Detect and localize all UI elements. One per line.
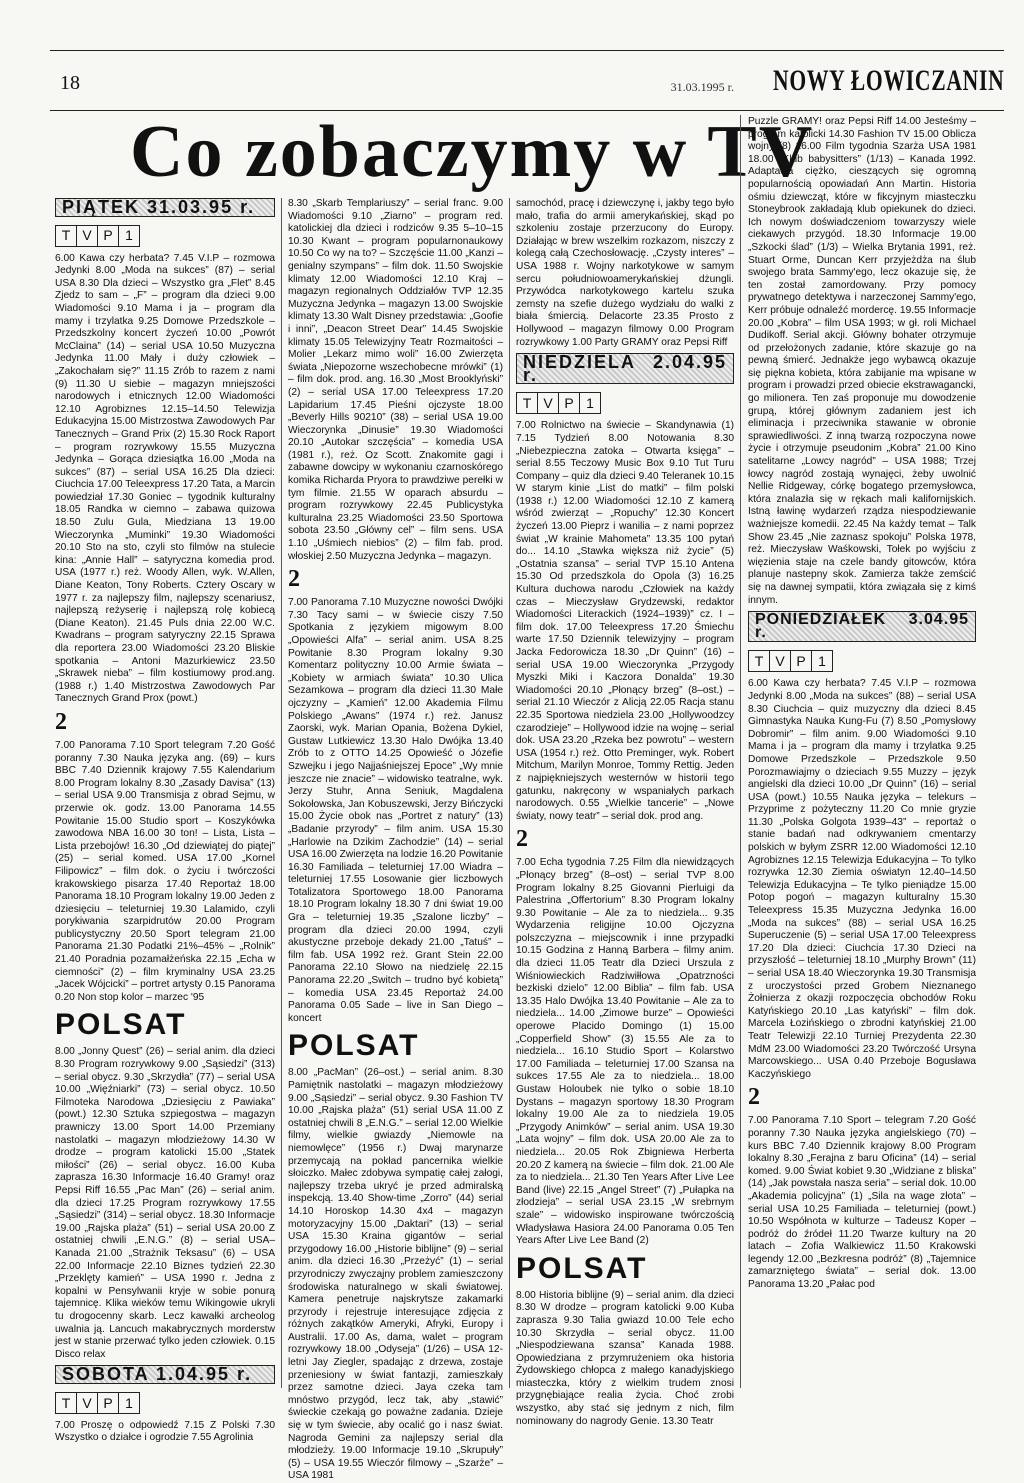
tvp2-logo: 2 — [288, 566, 300, 593]
page-number: 18 — [60, 72, 80, 94]
listing-sat-tvp2: 7.00 Panorama 7.10 Muzyczne nowości Dwójki 7.30 Tacy sami – w świecie ciszy 7.50 Spotkania z językiem migowym 8.00 „Opowieści Alfa” – serial anim. USA 8.25 Powitanie 8.30 Program lokalny 9.30 Komentarz polityczny 10.00 Armie świata – „Kobiety w armiach świata” 10.30 Ulica Sezamkowa – program dla dzieci 11.30 Małe ojczyzny – „Kamień” 12.00 Akademia Filmu Polskiego „Awans” (1974 r.) reż. Janusz Zaorski, wyk. Marian Opania, Bożena Dykiel, Gustaw Lutkiewicz 13.30 Halo Dwójka 13.40 Zrób to z OTTO 14.25 Opowieść o Józefie Szwejku i jego Najjaśniejszej Epoce” „Wy mnie jeszcze nie znacie” – widowisko teatralne, wyk. Jerzy Stuhr, Anna Seniuk, Magdalena Sokołowska, Jan Kobuszewski, Jerzy Bińczycki 15.00 Życie obok nas „Portret z natury” (13) „Badanie przyrody” – film anim. USA 15.30 „Harlowie na Dzikim Zachodzie” (14) – serial USA 16.00 Zwierzęta na lodzie 16.20 Powitanie 16.30 Familiada – teleturniej 17.00 Wiadra – teleturniej 17.55 Losowanie gier liczbowych Totalizatora Sportowego 18.00 Panorama 18.10 Program lokalny 18.30 7 dni świat 19.00 Gra – teleturniej 19.35 „Szalone liczby” – program dla dzieci 20.00 1994, czyli akustyczne przeboje dekady 21.00 „Tatuś” – film fab. USA 1992 reż. Grant Stein 22.00 Panorama 22.10 Słowo na niedzielę 22.15 Panorama 22.20 „Switch – trudno być kobietą” – komedia USA 23.45 Reportaż 24.00 Panorama 0.05 Sade – live in San Diego – koncert — [288, 597, 503, 1024]
listing-sun-tvp2: 7.00 Echa tygodnia 7.25 Film dla niewidzących „Płonący brzeg” (8–ost) – serial TVP 8.00 Program lokalny 8.25 Giovanni Pierluigi da Palestrina „Offertorium” 8.30 Program lokalny 9.30 Powitanie – Ale za to niedziela... 9.35 Wydarzenia religijne 10.00 Ojczyzna polszczyzna – miejscownik i inne przypadki 10.15 Godzina z Hanną Barbera – filmy anim. dla dzieci 11.05 Teatr dla Dzieci Urszula z Wiśniowieckich Radziwiłłowa „Opatrzności bezkiski dzielo” 12.00 Biblia” – film fab. USA 13.35 Halo Dwójka 13.40 Powitanie – Ale za to niedziela... 14.00 „Zimowe burze” – Opowieści operowe Placido Domingo (1) 15.00 „Copperfield Show” (3) 15.55 Ale za to niedziela... 16.10 Studio Sport – Kolarstwo 17.00 Familiada – teleturniej 17.00 Szansa na sukces 17.55 Ale za to niedziela... 18.00 Gustaw Holoubek nie tylko o sobie 18.10 Dystans – magazyn sportowy 18.30 Program lokalny 19.00 Ale za to niedziela 19.05 „Przygody Animków” – serial anim. USA 19.30 „Lata wojny” – film dok. USA 20.00 Ale za to niedziela... 20.05 Rok Zbigniewa Herberta 20.20 Z kamerą na świecie – film dok. 21.00 Ale za to niedziela... 21.30 Ten Years After Live Lee Band (live) 22.15 „Angel Street” (7) „Pułapka na złodzieja” – serial USA 23.15 „W srebrnym szale” – widowisko inspirowane twórczością Władysława Hasiora 24.00 Panorama 0.05 Ten Years After Live Lee Band (2) — [516, 857, 734, 1247]
day-banner-monday: PONIEDZIAŁEK 3.04.95 r. — [748, 611, 976, 642]
tvp1-logo: T V P 1 — [748, 650, 833, 672]
polsat-logo: POLSAT — [55, 1008, 187, 1042]
listing-sun-tvp1: 7.00 Rolnictwo na świecie – Skandynawia (1) 7.15 Tydzień 8.00 Notowania 8.30 „Niebezpieczna zatoka – Otwarta księga” – serial 8.55 Teczowy Music Box 9.10 Tut Turu Company – quiz dla dzieci 9.40 Teleranek 10.15 W starym kinie „List do matki” – film polski (1938 r.) 12.00 Wiadomości 12.10 Z kamerą wśród zwierząt – „Ropuchy” 12.30 Koncert życzeń 13.00 Pieprz i wanilia – z nami poprzez świat „W krainie Mahometa” 13.35 100 pytań do... 14.10 „Stawka większa niż życie” (5) „Ostatnia szansa” – serial TVP 15.10 Antena 15.30 Od przedszkola do Opola (3) 16.25 Kultura duchowa narodu „Człowiek na każdy czas – Mieczysław Grydzewski, redaktor Wiadomości Literackich (1924–1939)” cz. I – film dok. 17.00 Teleexpress 17.20 Śmiechu warte 17.50 Dziennik telewizyjny – program Jacka Fedorowicza 18.30 „Dr Quinn” (16) – serial USA 19.00 Wieczorynka „Przygody Myszki Miki i Kaczora Donalda” 19.30 Wiadomości 20.10 „Płonący brzeg” (8–ost.) – serial 21.10 Wieczór z Alicją 22.05 Racja stanu 22.35 Sportowa niedziela 23.00 „Hollywoodzcy czarodzieje” – Hollywood idzie na wojnę – serial dok. USA 23.20 „Rzeka bez powrotu” – western USA (1954 r.) reż. Otto Preminger, wyk. Robert Mitchum, Marilyn Monroe, Tommy Rettig. Jeden z najpiękniejszych westernów w historii tego gatunku, nakręcony w wspaniałych parkach narodowych. 0.55 „Wielkie tancerie” – „Nowe światy, nowy teatr” – serial dok. prod ang. — [516, 420, 734, 822]
masthead: NOWY ŁOWICZANIN — [772, 64, 1004, 97]
column-divider — [281, 198, 282, 1388]
tvp1-logo: T V P 1 — [55, 1392, 140, 1414]
tvp2-logo: 2 — [748, 1084, 760, 1111]
listing-sat-tvp1-cont: samochód, pracę i dziewczynę i, jakby tego było mało, trafia do armii amerykańskiej, skąd po szkoleniu zostaje przerzucony do Europy. Działając w brew wszelkim rozkazom, niszczy z kolegą całą Czechosłowację. „Czysty interes” – USA 1988 r. Wojny narkotykowe w samym sercu południowoamerykańskiej dżungli. Przywódca narkotykowego kartelu szuka zemsty na szefie dużego wydziału do walki z biała śmiercią. Delacorte 23.35 Prosto z Hollywood – magazyn filmowy 0.00 Program rozrywkowy 1.00 Party GRAMY oraz Pepsi Riff — [516, 198, 734, 348]
polsat-logo: POLSAT — [516, 1251, 648, 1285]
polsat-logo: POLSAT — [288, 1029, 420, 1063]
tvp2-logo: 2 — [516, 826, 528, 853]
column-3 — [516, 198, 734, 1427]
top-rule — [50, 50, 1004, 51]
day-banner-friday: PIĄTEK 31.03.95 r. — [55, 198, 275, 217]
column-divider — [509, 198, 510, 1388]
listing-fri-tvp1: 6.00 Kawa czy herbata? 7.45 V.I.P – rozmowa Jedynki 8.00 „Moda na sukces” (87) – serial USA 8.30 Dla dzieci – Wszystko gra „Flet” 8.45 Zjedz to sam – „F” – program dla dzieci 9.00 Wiadomości 9.10 Mama i ja – program dla mamy i trzylatka 9.25 Domowe Przedszkole – Przedszkolny koncert życzeń 10.00 „Powrót McClaina” (14) – serial USA 10.50 Muzyczna Jedynka 11.00 Mały i duży człowiek – „Zakochałam się?” 11.15 Zrób to razem z nami (9) 11.30 U siebie – magazyn mniejszości narodowych i etnicznych 12.00 Wiadomości 12.10 Agrobiznes 12.15–14.50 Telewizja Edukacyjna 15.00 Mistrzostwa Zawodowych Par Tanecznych – Grand Prix (2) 15.30 Rock Raport – program rozrywkowy 15.55 Muzyczna Jedynka – Gorąca dziesiątka 16.00 „Moda na sukces” (87) – serial USA 16.25 Dla dzieci: Ciuchcia 17.00 Teleexpress 17.20 Tata, a Marcin powiedział 17.30 Goniec – tygodnik kulturalny 18.05 Randka w ciemno – zabawa quizowa 18.50 Zulu Gula, Miedziana 13 19.00 Wieczorynka „Muminki” 19.30 Wiadomości 20.10 Sto na sto, czyli sto filmów na stulecie kina: „Annie Hall” – satyryczna komedia prod. USA (1977 r.) reż. Woody Allen, wyk. W.Allen, Diane Keaton, Tony Roberts. Cztery Oscary w 1977 r. za najlepszy film, najlepszy scenariusz, najlepszą reżyserię i najlepszą rolę kobiecą (Diane Keaton). 21.45 Puls dnia 22.00 W.C. Kwadrans – program satyryczny 22.15 Sprawa dla reportera 23.00 Wiadomości 23.20 Bliskie spotkania – Antoni Mazurkiewicz 23.50 „Skrawek nieba” – film kostiumowy prod.ang. (1988 r.) 1.40 Mistrzostwa Zawodowych Par Tanecznych Grand Prox (powt.) — [55, 252, 275, 705]
column-divider — [740, 115, 741, 1388]
listing-sat-polsat: 8.00 „PacMan” (26–ost.) – serial anim. 8.30 Pamiętnik nastolatki – magazyn młodzieżowy 9.00 „Sąsiedzi” – serial obycz. 9.30 Fashion TV 10.00 „Rajska plaża” (51) serial USA 11.00 Z ostatniej chwili 8 „E.N.G.” – serial 12.00 Wielkie filmy, wielkie gwiazdy „Niemowle na niemowlęce” (1956 r.) Dwaj marynarze przemycają na pokład pancernika wielkie słoiczko. Małec zdobywa sympatię całej załogi, najlepszy trzeba ukryć je przed admiralską inspekcją. 13.40 Show-time „Zorro” (44) serial 14.10 Horoskop 14.30 4x4 – magazyn motoryzacyjny 15.00 „Daktari” (13) – serial USA 15.30 Kraina gigantów – serial przygodowy 16.00 „Historie biblijne” (9) – serial anim. dla dzieci 16.30 „Przeżyć” (1) – serial przyrodniczy zwyczajny problem zamieszczony środowiska naturalnego w skali światowej. Kamera penetruje najskrytsze zakamarki przyrody i rejestruje interesujące zdjęcia z różnych zakątków Ameryki, Afryki, Europy i Australii. 17.00 As, dama, walet – program rozrywkowy 18.00 „Odyseja” (1/26) – USA 12-letni Jay Ziegler, spadając z drzewa, zostaje przeniesiony w świat fantazji, zamieszkały przez samotne dzieci. Jaya czeka tam mnóstwo przygód, lecz tak, aby „stawić” świeckie czekają go poważne zadania. Dzieje się w tym świecie, aby ocalić go i nasz świat. Nagroda Gemini za najlepszy serial dla młodzieży. 19.00 Informacje 19.10 „Skrupuły” (5) – USA 19.55 Wieczór filmowy – „Szarże” – USA 1981 — [288, 1067, 503, 1482]
column-4 — [748, 116, 976, 1388]
column-1 — [55, 197, 275, 1444]
article-title: Co zobaczymy w TV — [130, 111, 815, 193]
listing-mon-tvp1: 6.00 Kawa czy herbata? 7.45 V.I.P – rozmowa Jedynki 8.00 „Moda na sukces” (88) – serial USA 8.30 Ciuchcia – quiz muzyczny dla dzieci 8.45 Gimnastyka Nauka Kung-Fu (7) 8.50 „Pomysłowy Dobromir” – film anim. 9.00 Wiadomości 9.10 Mama i ja – program dla mamy i trzylatka 9.25 Domowe Przedszkole – Przedszkole 9.50 Porozmawiajmy o dzieciach 9.55 Muzzy – język angielski dla dzieci 10.00 „Dr Quinn” (16) – serial USA (powt.) 10.55 Nauka języka – telekurs – Przyprime z pożyteczny 11.20 Co mnie gryzie 11.30 „Polska Golgota 1939–43” – reportaż o stanie badań nad odkrywaniem cmentarzy polskich w byłym ZSRR 12.00 Wiadomości 12.10 Agrobiznes 12.15 Telewizja Edukacyjna – To tylko rozrywka 12.30 Ziemia oświatyn 12.40–14.50 Telewizja Edukacyjna – Te tylko pieniądze 15.00 Potop pogoń – magazyn kulturalny 15.30 Teleexpress 15.35 Muzyczna Jedynka 16.00 „Moda na sukces” (88) – serial USA 16.25 Superuczenie (5) – serial USA 17.00 Teleexpress 17.20 Dla dzieci: Ciuchcia 17.30 Dzieci na przyszłość – teleturniej 18.10 „Murphy Brown” (11) – serial USA 18.40 Wieczorynka 19.30 Transmisja z uroczystości przed Grobem Nieznanego Żołnierza z okazji rozpoczęcia obchodów Roku Katyńskiego 20.10 „Las katyński” – film dok. Marcela Łozińskiego o zbrodni katyńskiej 21.00 Teatr Telewizji 22.10 Turniej Prezydenta 22.30 MdM 23.00 Wiadomości 23.20 Twórczość Ursyna Marcowskiego... USA 0.40 Przeboje Bogusława Kaczyńskiego — [748, 678, 976, 1080]
listing-sat-tvp1-start: 7.00 Proszę o odpowiedź 7.15 Z Polski 7.30 Wszystko o działce i ogrodzie 7.55 Agrolinia — [55, 1419, 275, 1444]
column-2 — [288, 198, 503, 1482]
tvp1-logo: T V P 1 — [516, 392, 601, 414]
listing-sat-tvp1: 8.30 „Skarb Templariuszy” – serial franc. 9.00 Wiadomości 9.10 „Ziarno” – program red. katolickiej dla dzieci i rodziców 9.35 5–10–15 10.30 Kwant – program popularnonaukowy 10.50 Co wy na to? – Szczęście 11.00 „Kanzi – genialny szympans” – film dok. 11.50 Swojskie klimaty 12.00 Wiadomości 12.10 Kraj – magazyn regionalnych Oddziałów TVP 12.35 Muzyczna Jedynka – magazyn 13.00 Swojskie klimaty 13.30 Walt Disney przedstawia: „Goofie i inni”, „Deacon Street Dear” 14.45 Swojskie klimaty 15.05 Telewizyjny Teatr Rozmaitości – Molier „Lekarz mimo woli” 16.00 Zwierzęta świata „Niepozorne wszechobecne mrówki” (1) – film dok. prod. ang. 16.30 „Most Brooklyński” (2) – serial USA 17.00 Teleexpress 17.20 Lapidarium 17.45 Pieśni ojczyste 18.00 „Beverly Hills 90210” (38) – serial USA 19.00 Wieczorynka „Dinusie” 19.30 Wiadomości 20.10 „Autokar szczęścia” – komedia USA (1981 r.), reż. Oz Scott. Znakomite gagi i zabawne dowcipy w wykonaniu czarnoskórego komika Richarda Pryora to prawdziwe perełki w tym filmie. 21.55 W oparach absurdu – program rozrywkowy 22.45 Publicystyka kulturalna 23.25 Wiadomości 23.50 Sportowa sobota 23.50 „Główny cel” – film sens. USA 1.10 „Uśmiech niebios” (2) – film fab. prod. włoskiej 2.50 Muzyczna Jedynka – magazyn. — [288, 198, 503, 562]
listing-sun-polsat-cont: Puzzle GRAMY! oraz Pepsi Riff 14.00 Jesteśmy – program katolicki 14.30 Fashion TV 15.00 Oblicza wojny (8) 16.00 Film tygodnia Szarża USA 1981 18.00 „Klub babysitters” (1/13) – Kanada 1992. Adaptacja ciężko, cieszących się ogromną popularnością opowiadań Ann Martin. Historia ośmiu dziewcząt, które w fikcyjnym miasteczku Stoneybrook zakładają klub opiekunek do dzieci. Ich nowym doświadczeniom towarzyszy wiele ciekawych przygód. 18.30 Informacje 19.00 „Szkocki ślad” (1/3) – Wielka Brytania 1991, reż. Stuart Orme, Duncan Kerr przyjeżdża na ślub swojego brata Sammy'ego, lecz okazuje się, że ten został zamordowany. Przy pomocy prywatnego detektywa i narzeczonej Sammy'ego, Kerr próbuje odnaleźć mordercę. 19.55 Informacje 20.00 „Kobra” – film USA 1993; w gł. roli Michael Dudikoff. Serial akcji. Główny bohater otrzymuje od przełożonych zadanie, które skazuje go na pewną śmierć. Jednakże jego wybawcą okazuje się piękna kobieta, która zabijanie ma wpisane w program i prowadzi przed obiecie ekstrawagancki, go milionera. Ten zaś proponuje mu dowodzenie grupą, której głównym zadaniem jest ich eliminacja i przeciwnika stawanie w obronie sprawiedliwości. Z inną twarzą rozpoczyna nowe życie i otrzymuje pseudonim „Kobra” 21.00 Kino satelitarne „Lowcy nagród” – USA 1988; Trzej łowcy nagród zostają wynajęci, żeby uwolnić Nellie Ridgeway, córkę bogatego przemysłowca, która znalazła się w rękach mali kalifornijskich. Istną ławinę wydarzeń rządza niespodziewanie ważniejsze komedii. 22.45 Na każdy temat – Talk Show 23.45 „Nie zaznasz spokoju” Polska 1978, reż. Mieczysław Waśkowski, Tołek po wyjściu z więzienia staje na czele bandy gitowców, która planuje nastepny skok. Zamierza także zemścić się na dawnej sympatii, która związała się z kimś innym. — [748, 116, 976, 606]
listing-fri-tvp2: 7.00 Panorama 7.10 Sport telegram 7.20 Gość poranny 7.30 Nauka języka ang. (69) – kurs BBC 7.40 Dziennik krajowy 7.55 Kalendarium 8.00 Program lokalny 8.30 „Zasady Davisa” (13) – serial USA 9.00 Transmisja z obrad Sejmu, w przerwie ok. godz. 13.00 Panorama 14.55 Powitanie 15.00 Studio sport – Koszykówka zawodowa NBA 16.00 30 ton! – Lista, Lista – Lista przebojów! 16.30 „Od dziewiątej do piątej” (25) – serial komed. USA 17.00 „Kornel Filipowicz” – film dok. o życiu i twórczości krakowskiego pisarza 17.40 Reportaż 18.00 Panorama 18.10 Program lokalny 19.00 Jeden z dziesięciu – teleturniej 19.30 Lalamido, czyli porykiwania szarpidrutów 20.00 Program publicystyczny 20.50 Sport telegram 21.00 Panorama 21.30 Podatki 21%–45% – „Rolnik” 21.40 Poradnia pozamałżeńska 22.15 „Echa w ciemności” (2) – film kryminalny USA 23.25 „Jacek Wójcicki” – portret artysty 0.15 Panorama 0.20 Non stop kolor – marzec '95 — [55, 739, 275, 1003]
issue-date: 31.03.1995 r. — [670, 80, 734, 94]
day-banner-sunday: NIEDZIELA 2.04.95 r. — [516, 353, 734, 384]
listing-mon-tvp2: 7.00 Panorama 7.10 Sport – telegram 7.20 Gość poranny 7.30 Nauka języka angielskiego (70) – kurs BBC 7.40 Dziennik krajowy 8.00 Program lokalny 8.30 „Ferajna z baru Oficina” (14) – serial komed. 9.00 Świat kobiet 9.30 „Widziane z bliska” (14) „Jak powstała nasza seria” – serial dok. 10.00 „Akademia policyjna” (1) „Sila na wage złota” – serial USA 10.25 Familiada – teleturniej (powt.) 10.50 Współnota w kulturze – Tadeusz Koper – podróż do źródeł 11.20 Twarze kultury na 20 latach – Zofia Walkiewicz 11.50 Krakowski legendy 12.00 „Bezkresna podróż” (8) „Tajemnice zamarzniętego świata” – serial dok. 13.00 Panorama 13.20 „Pałac pod — [748, 1115, 976, 1291]
page-header — [50, 64, 1004, 108]
day-banner-saturday: SOBOTA 1.04.95 r. — [55, 1365, 275, 1384]
listing-fri-polsat: 8.00 „Jonny Quest” (26) – serial anim. dla dzieci 8.30 Program rozrywkowy 9.00 „Sąsiedzi” (313) – serial obycz. 9.30 „Skrzydła” (77) – serial USA 10.00 „Więźniarki” (73) – serial obycz. 10.50 Filmoteka Narodowa „Dziesięciu z Pawiaka” (powt.) 12.30 Sztuka szpiegostwa – magazyn prawniczy 13.00 Sport 14.00 Przemiany nastolatki – magazyn młodzieżowy 14.30 W drodze – program katolicki 15.00 „Statek miłości” (26) – serial obycz. 16.00 Kuba zaprasza 16.30 Informacje 16.40 Gramy! oraz Pepsi Riff 16.55 „Pac Man” (26) – serial anim. dla dzieci 17.25 Program rozrywkowy 17.55 „Sąsiedzi” (314) – serial obycz. 18.30 Informacje 19.00 „Rajska plaża” (51) – serial USA 20.00 Z ostatniej chwili „E.N.G.” (8) – serial USA–Kanada 21.00 „Strażnik Teksasu” (6) – USA 22.00 Informacje 22.10 Biznes tydzień 22.30 „Przeklęty kamień” – USA 1990 r. Jedna z kopalni w Pensylwanii kryje w sobie ponurą tajemnicę. Klika wieków temu Wikingowie ukryli tu drogocenny skarb. Lecz kawałki archeolog uwalnia ją. Lancuch makabrycznych morderstw jest w stanie przerwać tylko jeden człowiek. 0.15 Disco relax — [55, 1046, 275, 1360]
tvp1-logo: T V P 1 — [55, 225, 140, 247]
tvp2-logo: 2 — [55, 708, 67, 735]
listing-sun-polsat: 8.00 Historia biblijne (9) – serial anim. dla dzieci 8.30 W drodze – program katolicki 9.00 Kuba zaprasza 9.30 Talia gwiazd 10.00 Tele echo 10.30 Skrzydła – serial obycz. 11.00 „Niespodziewana szansa” Kanada 1988. Opowiedziana z przymrużeniem oka historia Żydowskiego chłopca z małego kanadyjskiego miasteczka, który z wielkim trudem znosi przygnębiające realia życia. Choć zrobi wszystko, aby stać się jednym z nich, film nominowany do nagrody Genie. 13.30 Teatr — [516, 1289, 734, 1427]
